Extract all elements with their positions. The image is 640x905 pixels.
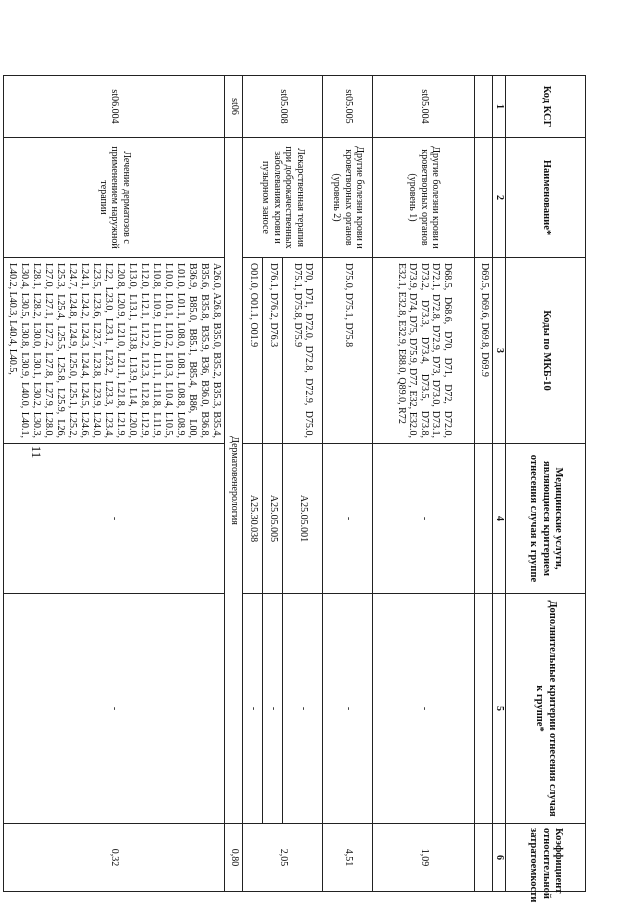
medical-service: A25.30.038 — [243, 444, 263, 594]
col-number: 6 — [493, 824, 506, 892]
page-number: 11 — [29, 445, 44, 459]
extra-criteria: - — [373, 594, 475, 824]
table-row — [323, 76, 373, 892]
coefficient: 0,32 — [4, 824, 225, 892]
ksg-code: st06 — [225, 76, 243, 138]
header-name: Наименование* — [506, 138, 586, 258]
table-row — [475, 76, 493, 892]
col-number: 3 — [493, 258, 506, 444]
col-number: 1 — [493, 76, 506, 138]
table-row — [373, 76, 475, 892]
ksg-code: st06.004 — [4, 76, 225, 138]
header-medical-services: Медицинские услуги, являющиеся критерием отнесения случая к группе — [506, 444, 586, 594]
rotated-table-container — [7, 75, 586, 903]
medical-service: A25.05.005 — [263, 444, 283, 594]
table-row — [283, 76, 323, 892]
table-row — [4, 76, 225, 892]
mkb-codes: D76.1, D76.2, D76.3 — [263, 258, 283, 444]
ksg-code: st05.005 — [323, 76, 373, 138]
ksg-code: st05.004 — [373, 76, 475, 138]
col-number: 5 — [493, 594, 506, 824]
mkb-codes: D75.0, D75.1, D75.8 — [323, 258, 373, 444]
coefficient: 0,80 — [225, 824, 243, 892]
mkb-codes: D69.5, D69.6, D69.8, D69.9 — [475, 258, 493, 444]
mkb-codes: O01.0, O01.1, O01.9 — [243, 258, 263, 444]
mkb-codes: D68.5, D68.6, D70, D71, D72, D72.0, D72.1, D72.8, D72.9, D73, D73.0, D73.1, D73.2, D73.3, D73.4, D73.5, D73.8, D73.9, D74, D75, D75.9, D77, E32, E32.0, E32.1, E32.8, E32.9, E88.0, Q89.0, R72 — [373, 258, 475, 444]
ksg-name: Другие болезни крови и кроветворных органов (уровень 1) — [373, 138, 475, 258]
medical-service: - — [373, 444, 475, 594]
ksg-code: st05.008 — [243, 76, 323, 138]
medical-service: - — [323, 444, 373, 594]
ksg-name: Лечение дерматозов с применением наружной терапии — [4, 138, 225, 258]
header-ksg-code: Код КСГ — [506, 76, 586, 138]
coefficient: 1,09 — [373, 824, 475, 892]
header-mkb-codes: Коды по МКБ-10 — [506, 258, 586, 444]
extra-criteria: - — [263, 594, 283, 824]
column-number-row — [493, 76, 506, 892]
coefficient: 4,51 — [323, 824, 373, 892]
col-number: 4 — [493, 444, 506, 594]
table-header-row — [506, 76, 586, 892]
extra-criteria: - — [283, 594, 323, 824]
col-number: 2 — [493, 138, 506, 258]
ksg-table — [4, 75, 587, 903]
ksg-name: Другие болезни крови и кроветворных органов (уровень 2) — [323, 138, 373, 258]
extra-criteria: - — [323, 594, 373, 824]
section-row — [225, 76, 243, 892]
extra-criteria: - — [4, 594, 225, 824]
medical-service: - — [4, 444, 225, 594]
coefficient: 2,05 — [243, 824, 323, 892]
header-coefficient: Коэффициент относительной затратоемкости — [506, 824, 586, 892]
medical-service: A25.05.001 — [283, 444, 323, 594]
mkb-codes: A26.0, A26.8, B35.0, B35.2, B35.3, B35.4, B35.6, B35.8, B35.9, B36, B36.0, B36.8, B36.9, B85.0, B85.1, B85.4, B86, L00, L01.0, L01.1, L08.0, L08.1, L08.8, L08.9, L10.0, L10.1, L10.2, L10.3, L10.4, L10.5, L10.8, L10.9, L11.0, L11.1, L11.8, L11.9, L12.0, L12.1, L12.2, L12.3, L12.8, L12.9, L13.0, L13.1, L13.8, L13.9, L14, L20.0, L20.8, L20.9, L21.0, L21.1, L21.8, L21.9, L22, L23.0, L23.1, L23.2, L23.3, L23.4, L23.5, L23.6, L23.7, L23.8, L23.9, L24.0, L24.1, L24.2, L24.3, L24.4, L24.5, L24.6, L24.7, L24.8, L24.9, L25.0, L25.1, L25.2, L25.3, L25.4, L25.5, L25.8, L25.9, L26, L27.0, L27.1, L27.2, L27.8, L27.9, L28.0, L28.1, L28.2, L30.0, L30.1, L30.2, L30.3, L30.4, L30.5, L30.8, L30.9, L40.0, L40.1, L40.2, L40.3, L40.4, L40.5, — [4, 258, 225, 444]
header-extra-criteria: Дополнительные критерии отнесения случая к группе* — [506, 594, 586, 824]
mkb-codes: D70, D71, D72.0, D72.8, D72.9, D75.0, D75.1, D75.8, D75.9 — [283, 258, 323, 444]
section-title: Дерматовенерология — [225, 138, 243, 824]
ksg-name: Лекарственная терапия при доброкачественных заболеваниях крови и пузырном заносе — [243, 138, 323, 258]
extra-criteria: - — [243, 594, 263, 824]
